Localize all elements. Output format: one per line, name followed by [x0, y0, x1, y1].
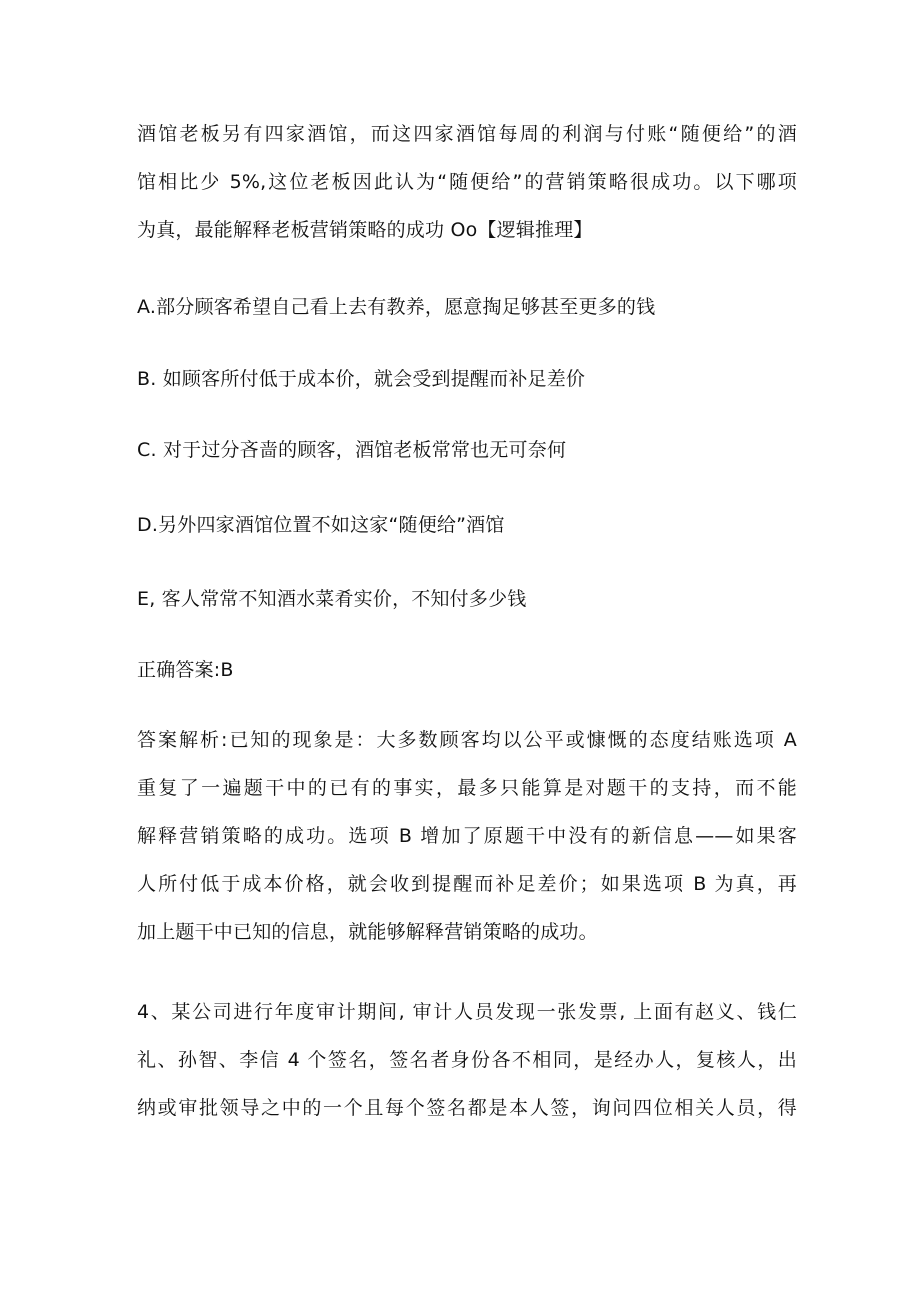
analysis-line: 重复了一遍题干中的已有的事实，最多只能算是对题干的支持，而不能 — [137, 777, 797, 799]
next-question-line: 礼、孙智、李信 4 个签名，签名者身份各不相同，是经办人，复核人，出 — [137, 1049, 797, 1071]
next-question-line: 4、某公司进行年度审计期间, 审计人员发现一张发票, 上面有赵义、钱仁 — [137, 1001, 797, 1023]
question-intro-line: 馆相比少 5%,这位老板因此认为“随便给”的营销策略很成功。以下哪项 — [137, 171, 797, 193]
analysis-line: 解释营销策略的成功。选项 B 增加了原题干中没有的新信息——如果客 — [137, 825, 797, 847]
option-c: C. 对于过分吝啬的顾客，酒馆老板常常也无可奈何 — [137, 439, 567, 461]
next-question-line: 纳或审批领导之中的一个且每个签名都是本人签，询问四位相关人员，得 — [137, 1097, 797, 1119]
analysis-line: 人所付低于成本价格，就会收到提醒而补足差价；如果选项 B 为真，再 — [137, 873, 797, 895]
analysis-line: 加上题干中已知的信息，就能够解释营销策略的成功。 — [137, 921, 598, 943]
option-e: E, 客人常常不知酒水菜肴实价，不知付多少钱 — [137, 588, 527, 610]
option-d: D.另外四家酒馆位置不如这家“随便给”酒馆 — [137, 514, 505, 536]
option-a: A.部分顾客希望自己看上去有教养，愿意掏足够甚至更多的钱 — [137, 296, 656, 318]
correct-answer: 正确答案:B — [137, 659, 234, 681]
question-intro-line: 为真，最能解释老板营销策略的成功 Oo【逻辑推理】 — [137, 219, 593, 241]
option-b: B. 如顾客所付低于成本价，就会受到提醒而补足差价 — [137, 368, 586, 390]
question-intro-line: 酒馆老板另有四家酒馆，而这四家酒馆每周的利润与付账“随便给”的酒 — [137, 123, 797, 145]
analysis-line: 答案解析:已知的现象是：大多数顾客均以公平或慷慨的态度结账选项 A — [137, 729, 797, 751]
